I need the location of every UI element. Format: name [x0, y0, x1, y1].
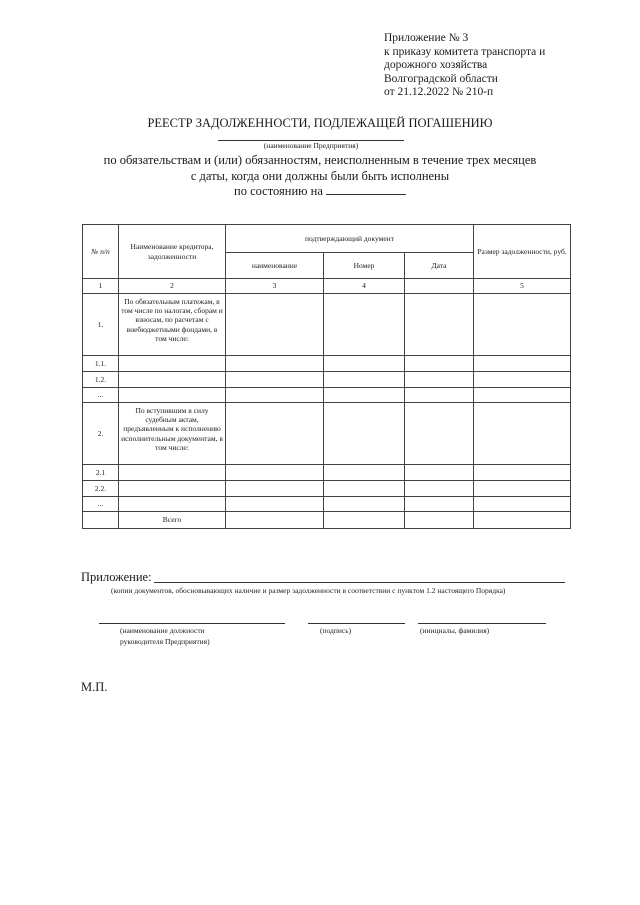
cell [226, 356, 324, 372]
col-number: 1 [83, 279, 119, 294]
attachment-line [154, 582, 565, 583]
as-of-date-blank [326, 184, 406, 195]
row-num: ... [83, 388, 119, 403]
header-creditor: Наименование кредитора, задолженности [119, 225, 226, 279]
row-num: 1.1. [83, 356, 119, 372]
header-num: № п/п [83, 225, 119, 279]
header-amount: Размер задолженности, руб. [474, 225, 571, 279]
name-caption: (инициалы, фамилия) [420, 626, 490, 635]
cell [405, 512, 474, 529]
signature-line [308, 623, 405, 624]
col-number: 3 [226, 279, 324, 294]
header-doc-group: подтверждающий документ [226, 225, 474, 253]
appendix-line: Волгоградской области [384, 72, 498, 85]
table-row [83, 356, 571, 372]
cell [324, 294, 405, 356]
row-desc [119, 497, 226, 512]
appendix-line: от 21.12.2022 № 210-п [384, 86, 494, 99]
cell [405, 497, 474, 512]
signature-caption: (подпись) [320, 626, 352, 635]
table-row [83, 294, 571, 356]
cell [324, 403, 405, 465]
row-desc [119, 465, 226, 481]
subtitle-line: с даты, когда они должны были быть исполнены [190, 168, 450, 183]
row-num: 1.2. [83, 372, 119, 388]
header-doc-number: Номер [324, 253, 405, 279]
cell [226, 372, 324, 388]
cell [226, 403, 324, 465]
appendix-line: к приказу комитета транспорта и [384, 45, 546, 58]
row-desc [119, 356, 226, 372]
cell [324, 372, 405, 388]
cell [405, 481, 474, 497]
cell [474, 372, 571, 388]
col-number: 5 [474, 279, 571, 294]
column-number-row [83, 279, 571, 294]
header-doc-name: наименование [226, 253, 324, 279]
position-line [99, 623, 285, 624]
row-num: 2.2. [83, 481, 119, 497]
row-num [83, 512, 119, 529]
row-desc [119, 481, 226, 497]
table-row [83, 465, 571, 481]
col-number-empty [405, 279, 474, 294]
cell [405, 356, 474, 372]
table-row [83, 388, 571, 403]
header-doc-date: Дата [405, 253, 474, 279]
cell [474, 481, 571, 497]
row-desc [119, 372, 226, 388]
position-caption [120, 625, 210, 647]
row-num: ... [83, 497, 119, 512]
cell [324, 356, 405, 372]
attachment-label: Приложение: [81, 570, 152, 584]
cell [324, 497, 405, 512]
cell [405, 465, 474, 481]
cell [405, 372, 474, 388]
stamp-place: М.П. [81, 680, 108, 694]
cell [226, 481, 324, 497]
cell [405, 388, 474, 403]
row-num: 1. [83, 294, 119, 356]
cell [226, 497, 324, 512]
cell [405, 403, 474, 465]
cell [226, 512, 324, 529]
document-subtitle [0, 153, 640, 200]
cell [324, 388, 405, 403]
table-row [83, 403, 571, 465]
row-desc: По вступившим в силу судебным актам, предъявленным к исполнению исполнительным документам, в том числе: [119, 403, 226, 465]
table-row [83, 497, 571, 512]
appendix-block [384, 32, 545, 100]
position-caption-line: (наименование должности [120, 626, 205, 635]
attachment-caption: (копии документов, обосновывающих наличие и размер задолженности в соответствии с пунктом 1.2 настоящего Порядка) [111, 586, 506, 595]
row-num: 2.1 [83, 465, 119, 481]
col-number: 4 [324, 279, 405, 294]
table-row [83, 481, 571, 497]
total-label: Всего [119, 512, 226, 529]
cell [226, 465, 324, 481]
appendix-line: Приложение № 3 [384, 32, 469, 44]
position-caption-line: руководителя Предприятия) [120, 637, 210, 646]
col-number: 2 [119, 279, 226, 294]
cell [474, 465, 571, 481]
cell [474, 388, 571, 403]
cell [474, 403, 571, 465]
registry-table [82, 224, 571, 529]
subtitle-line: по обязательствам и (или) обязанностям, неисполненным в течение трех месяцев [103, 153, 537, 167]
cell [474, 294, 571, 356]
subtitle-line-date [0, 184, 640, 200]
enterprise-caption: (наименование Предприятия) [263, 141, 359, 150]
cell [474, 512, 571, 529]
cell [405, 294, 474, 356]
table-row [83, 372, 571, 388]
as-of-label: по состоянию на [234, 184, 323, 198]
name-line [418, 623, 546, 624]
row-num: 2. [83, 403, 119, 465]
cell [226, 388, 324, 403]
row-desc [119, 388, 226, 403]
row-desc: По обязательным платежам, в том числе по налогам, сборам и взносам, по расчетам с внебюджетными фондами, в том числе: [119, 294, 226, 356]
cell [474, 356, 571, 372]
total-row [83, 512, 571, 529]
document-title: РЕЕСТР ЗАДОЛЖЕННОСТИ, ПОДЛЕЖАЩЕЙ ПОГАШЕНИЮ [147, 116, 493, 130]
cell [226, 294, 324, 356]
appendix-line: дорожного хозяйства [384, 59, 488, 72]
cell [324, 481, 405, 497]
cell [324, 512, 405, 529]
cell [324, 465, 405, 481]
cell [474, 497, 571, 512]
